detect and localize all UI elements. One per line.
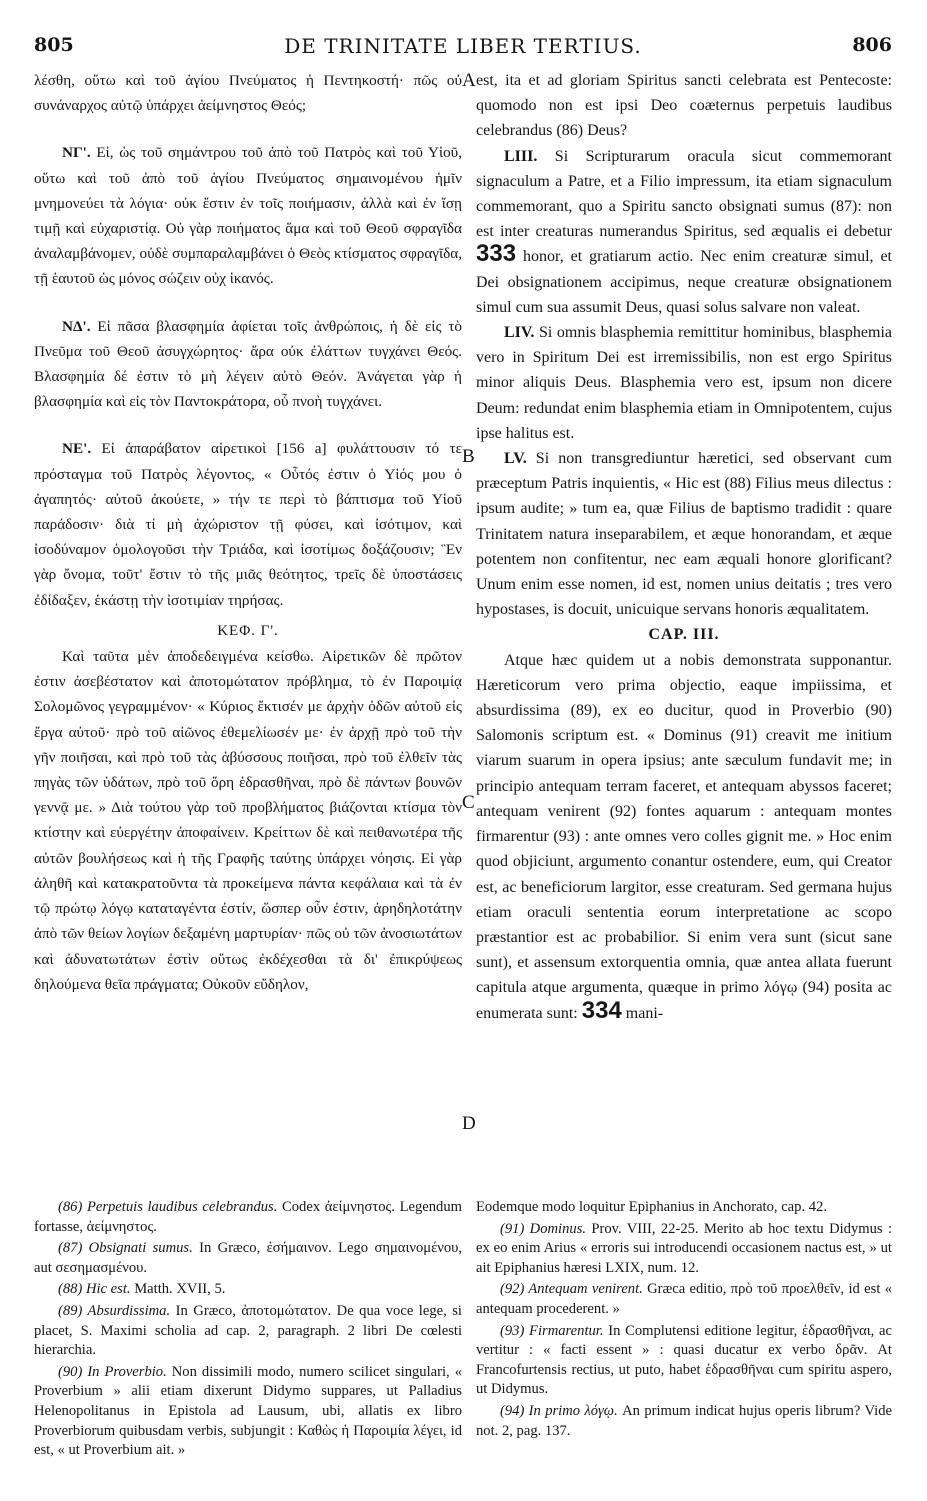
latin-section-text-cont: honor, et gratiarum actio. Nec enim creaturæ simul, et Dei obsignationem accipimus, neque creaturæ obsignationem simul cum sua assumit Deus, quasi solus salvare non valeat. [476,248,893,316]
greek-section-number: ΝΔ'. [62,317,91,335]
greek-section-number: ΝΓ'. [62,144,91,162]
greek-chapter-text: Καὶ ταῦτα μὲν ἀποδεδειγμένα κείσθω. Αἱρετικῶν δὲ πρῶτον ἐστιν ἀσεβέστατον καὶ ἀποτομώτατον πρόβλημα, τὸ ἐν Παροιμίᾳ Σολομῶνος γεγραμμένον· « Κύριος ἔκτισέν με ἀρχὴν ὁδῶν αὐτοῦ εἰς ἔργα αὐτοῦ· πρὸ τοῦ αἰῶνος ἐθεμελίωσέν με· ἐν ἀρχῇ πρὸ τοῦ τὴν γῆν ποιῆσαι, καὶ πρὸ τοῦ τὰς ἀβύσσους ποιῆσαι, πρὸ τοῦ ἐλθεῖν τὰς πηγὰς τῶν ὑδάτων, πρὸ τοῦ ὄρη ἑδρασθῆναι, πρὸ δὲ πάντων βουνῶν γεννᾷ με. » Διὰ τούτου γὰρ τοῦ προβλήματος βιάζονται κτίσμα τὸν κτίστην καὶ εὐεργέτην ἀποφαίνειν. Κρείττων δὲ καὶ πειθανωτέρα τῆς αὐτῶν βουλήσεως καὶ ἡ τῆς Γραφῆς ταύτης ὑπάρχει νόησις. Εἰ γὰρ ἀληθῆ καὶ κατακρατοῦντα τὰ προκείμενα πάντα κεφάλαια καὶ τὰ ἐν τῷ πρώτῳ λόγῳ καταταγέντα ἐστίν, ὥσπερ οὖν ἐστιν, ἀρηδηλοτάτην ἀπὸ τῶν θείων λογίων δεξαμένη μαρτυρίαν· πῶς οὐ τῶν ἀνοσιωτάτων καὶ ἀδυνατωτάτων ἐστὶν οὕτως ἐκδέχεσθαι τὰ δι' ἐπικρύψεως δηλούμενα θεῖα πράγματα; Οὐκοῦν εὔδηλον, [34,648,462,993]
footnote-label: (93) Firmarentur. [500,1322,604,1339]
margin-letter-a: A [462,70,476,91]
footnote-label: (90) In Proverbio. [58,1363,167,1380]
footnote-label: (86) Perpetuis laudibus celebrandus. [58,1199,278,1215]
left-page-number: 805 [34,34,74,56]
greek-section-number: ΝΕ'. [62,440,92,458]
footnote-label: (89) Absurdissima. [58,1302,171,1319]
latin-chapter-text [476,648,892,1026]
footnote-label: (88) Hic est. [58,1281,131,1298]
footnote [34,1302,462,1361]
latin-column [476,68,892,1026]
footnote [34,1198,462,1237]
footnote-label: (87) Obsignati sumus. [58,1240,193,1257]
greek-section-text: Εἰ πᾶσα βλασφημία ἀφίεται τοῖς ἀνθρώποις, ἡ δὲ εἰς τὸ Πνεῦμα τοῦ Θεοῦ ἀσυγχώρητος· ἄρα οὐκ ἐλάττων τυγχάνει Θεός. Βλασφημία δέ ἐστιν τὸ μὴ λέγειν αὐτὸ Θεόν. Ἀνάγεται γὰρ ἡ βλασφημία καὶ εἰς τὸν Παντοκράτορα, οὗ πνοὴ τυγχάνει. [34,317,463,411]
greek-section-53 [34,140,462,291]
footnote-text: In Græco, ἐσήμαινον. Lego σημαινομένου, aut σεσημασμένου. [34,1240,462,1276]
footnote [476,1220,892,1279]
footnote [476,1322,892,1400]
latin-section-text: Si non transgrediuntur hæretici, sed observant cum præceptum Patris inquientis, « Hic est (88) Filius meus dilectus : ipsum audite; » tum ea, quæ Filius de baptismo tradidit : quare Trinitatem natura inseparabilem, et æque honorandam, et æque potentem non confitentur, nec eam æquali honore glorificant? Unum enim esse nomen, id est, nomen unius deitatis ; tres vero hypostases, is docuit, unicuique servans honoris æqualitatem. [476,450,893,619]
footnote-text: Codex ἀείμνηστος. Legendum fortasse, ἀείμνηστος. [34,1199,462,1235]
latin-section-number: LV. [504,450,527,468]
footnote-text: In Græco, ἀποτομώτατον. De qua voce lege, si placet, S. Maximi scholia ad cap. 2, paragraph. 2 libri De cœlesti hierarchia. [34,1302,462,1359]
footnote [476,1280,892,1319]
margin-letter-c: C [462,792,475,813]
latin-chapter-heading: CAP. III. [648,626,720,644]
latin-section-54 [476,320,892,446]
footnote [34,1239,462,1278]
margin-letter-b: B [462,446,475,467]
latin-paragraph-intro: est, ita et ad gloriam Spiritus sancti celebrata est Pentecoste: quomodo non est ipsi Deo coæternus perpetuis laudibus celebrandus (86) Deus? [476,72,892,140]
greek-chapter-heading: ΚΕΦ. Γ'. [217,622,279,639]
footnote-text: Prov. VIII, 22-25. Merito ab hoc textu Didymus : ex eo enim Arius « erroris sui introducendi occasionem nactus est, » ut ait Epiphanius hæresi LXIX, num. 12. [476,1220,892,1276]
footnote-label: (92) Antequam venirent. [500,1281,643,1298]
footnotes-right [476,1198,892,1441]
footnote [476,1402,892,1441]
greek-section-text: Εἰ, ὡς τοῦ σημάντρου τοῦ ἀπὸ τοῦ Πατρὸς καὶ τοῦ Υἱοῦ, οὕτω καὶ τοῦ ἀπὸ τοῦ ἁγίου Πνεύματος σημαινομένου ἡμῖν μνημονεύει τὰ λόγια· οὐκ ἔστιν ἐν τοῖς ποιήμασιν, ἀλλὰ καὶ ἐν ἴσῃ τιμῇ καὶ εὐχαριστίᾳ. Οὐ γὰρ ποιήματος ἅμα καὶ τοῦ Θεοῦ σφραγῖδα ἀναλαμβάνομεν, οὐδὲ συμπαραλαμβάνει ὁ Θεὸς κτίσματος σφραγῖδα, τῇ ἑαυτοῦ ὡς μόνος σώζειν οὐχ ἱκανός. [34,144,463,288]
footnote-continuation [476,1198,892,1218]
latin-section-text: Si Scripturarum oracula sicut commemorant signaculum a Patre, et a Filio impressum, ita etiam signaculum commemorant, quo a Spiritu sancto obsignati sumus (87): non est inter creaturas numerandus Spiritus, sed æqualis ei debetur [476,147,892,241]
greek-section-55 [34,436,462,612]
footnote-text: Non dissimili modo, numero scilicet singulari, « Proverbium » alii etiam dixerunt Didymo suppares, ut Palladius Helenopolitanus in Epistola ad Lausum, ubi, allatis ex libro Proverbiorum quibusdam verbis, subjungit : Καθὼς ἡ Παροιμία λέγει, id est, « ut Proverbium ait. » [34,1363,463,1459]
running-title: DE TRINITATE LIBER TERTIUS. [284,34,642,58]
latin-section-text: Si omnis blasphemia remittitur hominibus, blasphemia vero in Spiritum Dei est irremissibilis, non est ergo Spiritus minor aliquis Deus. Blasphemia vero est, ipsum non dicere Deum: redundat enim blasphemia etiam in Omnipotentem, cujus ipse halitus est. [476,324,893,442]
latin-section-number: LIII. [504,147,538,165]
migne-column-number: 334 [581,996,622,1024]
margin-letter-d: D [462,1113,476,1134]
footnote-text: Eodemque modo loquitur Epiphanius in Anchorato, cap. 42. [476,1199,827,1215]
greek-paragraph-intro: λέσθη, οὕτω καὶ τοῦ ἁγίου Πνεύματος ἡ Πεντηκοστή· πῶς οὐ συνάναρχος αὐτῷ ὑπάρχει ἀείμνηστος Θεός; [34,72,462,115]
latin-section-55 [476,446,892,622]
footnote-text: Græca editio, πρὸ τοῦ προελθεῖν, id est « antequam procederent. » [476,1281,892,1317]
latin-chapter-end: mani- [625,1004,664,1022]
footnote [34,1363,462,1461]
footnotes-left [34,1198,462,1461]
footnote-label: (94) In primo λόγῳ. [500,1402,618,1419]
greek-section-text: Εἰ ἀπαράβατον αἱρετικοὶ [156 a] φυλάττουσιν τό τε πρόσταγμα τοῦ Πατρὸς λέγοντος, « Οὗτός ἐστιν ὁ Υἱός μου ὁ ἀγαπητός· αὐτοῦ ἀκούετε, » τήν τε περὶ τὸ βάπτισμα τοῦ Υἱοῦ παράδοσιν· διὰ τί μὴ ἀχώριστον τῇ φύσει, καὶ ἰσότιμον, καὶ ἰσοδύναμον ὁμολογοῦσι τὴν Τριάδα, καὶ ἰσοτίμως δοξάζουσιν; Ἓν γὰρ ὄνομα, τοῦτ' ἔστιν τὸ τῆς μιᾶς θεότητος, τρεῖς δὲ ὑποστάσεις ἐδίδαξεν, ἑκάστῃ τὴν ἰσοτιμίαν τηρήσας. [34,440,462,609]
page-header [34,30,892,64]
migne-column-number: 333 [476,240,517,268]
latin-section-number: LIV. [504,324,535,342]
latin-section-53 [476,144,892,320]
footnote-text: Matth. XVII, 5. [130,1281,226,1298]
right-page-number: 806 [852,34,892,56]
latin-chapter-body: Atque hæc quidem ut a nobis demonstrata supponantur. Hæreticorum vero prima objectio, eaque impiissima, et absurdissima (89), ex eo ducitur, quod in Proverbio (90) Salomonis scriptum est. « Dominus (91) creavit me initium viarum suarum in opera ipsius; ante sæculum fundavit me; in principio antequam terram faceret, et antequam abyssos faceret; antequam venirent (92) fontes aquarum : antequam montes firmarentur (93) : ante omnes vero colles gignit me. » Hoc enim quod objiciunt, argumento conantur ostendere, eum, qui Creator est, ac beneficiorum largitor, esse creaturam. Sed germana hujus etiam oraculi sententia eorum interpretatione ac scopo præstantior est ac probabilior. Si enim vera sunt (sicut sane sunt), et assensum extorquentia omnia, quæ antea allata fuerunt capitula atque argumenta, quæque in primo λόγῳ (94) posita ac enumerata sunt: [476,651,892,1022]
greek-column [34,68,462,997]
footnote-text: An primum indicat hujus operis librum? Vide not. 2, pag. 137. [476,1402,892,1439]
footnote-label: (91) Dominus. [500,1220,587,1237]
greek-section-54 [34,314,462,415]
footnote-text: In Complutensi editione legitur, ἑδρασθῆναι, ac vertitur : « facti essent » : quasi ducatur ex verbo δρᾶν. At Francofurtensis rectius, ut puto, habet ἑδρασθῆναι cum spiritu aspero, ut Didymus. [476,1322,892,1398]
footnote [34,1280,462,1300]
